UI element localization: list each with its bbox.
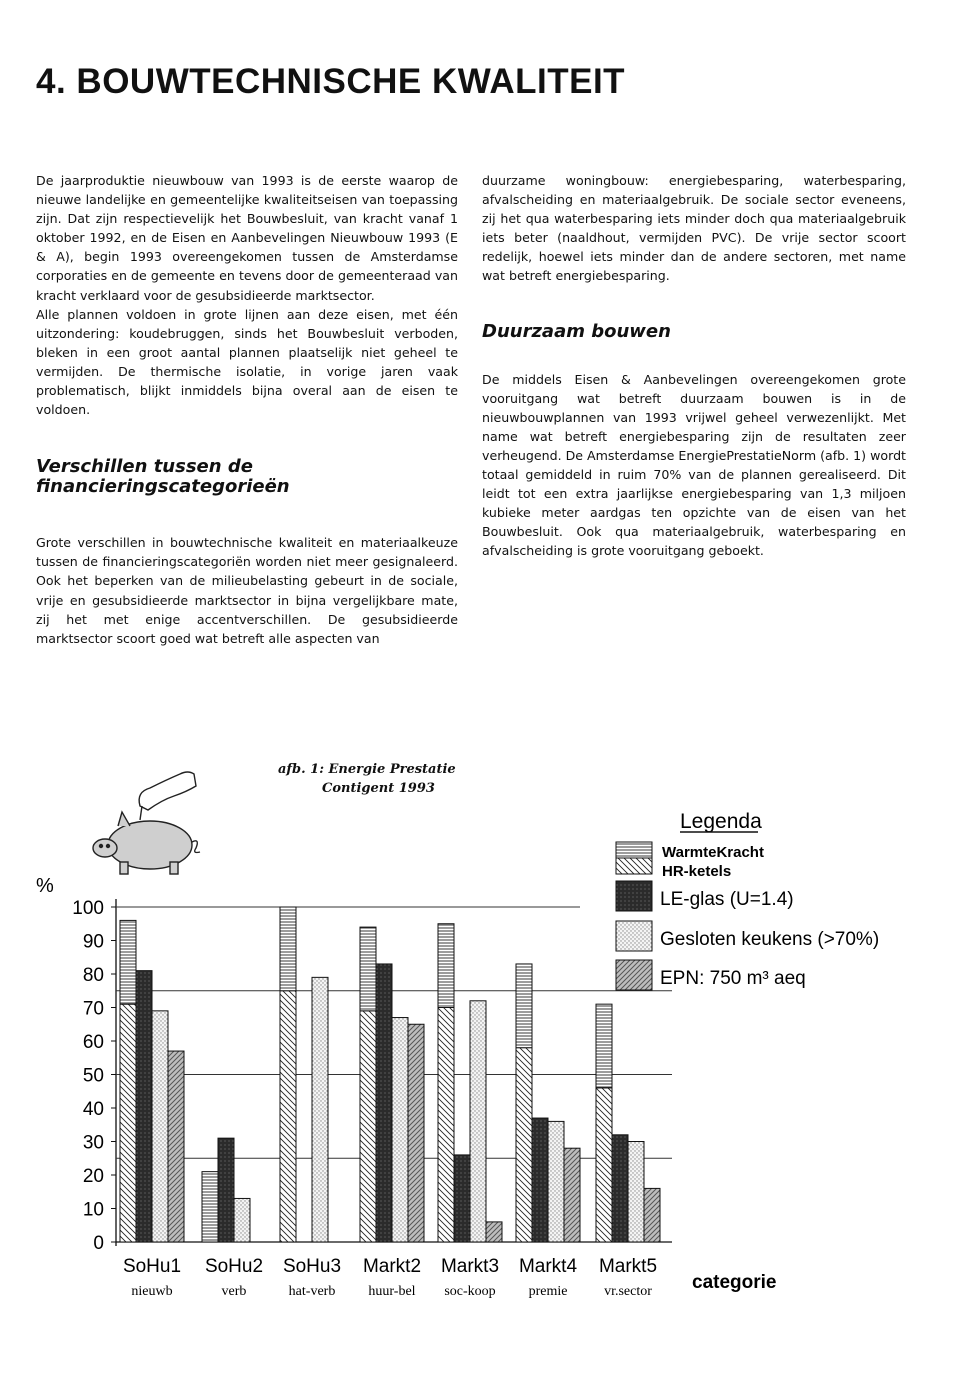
x-axis-label: categorie <box>692 1272 777 1293</box>
x-subcategory-label: soc-koop <box>444 1284 496 1299</box>
left-column <box>36 171 458 648</box>
bar <box>438 924 454 1008</box>
y-tick-label: 0 <box>93 1233 104 1254</box>
bar <box>120 1004 136 1242</box>
caption-line: Contigent 1993 <box>322 781 435 796</box>
bar <box>596 1088 612 1242</box>
caption-line: afb. 1: Energie Prestatie <box>278 762 456 777</box>
bar <box>136 971 152 1242</box>
legend-label: Gesloten keukens (>70%) <box>660 929 880 950</box>
legend-swatch <box>616 858 652 874</box>
x-subcategory-label: vr.sector <box>604 1284 652 1299</box>
legend-title: Legenda <box>680 810 762 833</box>
bar <box>120 920 136 1004</box>
bar <box>548 1121 564 1242</box>
section-heading: Verschillen tussen de financieringscategorieën <box>36 456 290 498</box>
bar <box>516 964 532 1048</box>
bar <box>532 1118 548 1242</box>
bar <box>612 1135 628 1242</box>
section-heading: Duurzaam bouwen <box>482 320 671 342</box>
y-tick-label: 30 <box>82 1132 104 1154</box>
y-tick-label: 50 <box>82 1065 104 1087</box>
y-tick-label: 80 <box>82 965 104 986</box>
x-tick-label: SoHu1 <box>122 1256 182 1277</box>
bar <box>408 1024 424 1242</box>
paragraph: De jaarproduktie nieuwbouw van 1993 is de eerste waarop de nieuwe landelijke en gemeentelijke kwaliteitseisen van toepassing zijn. Dat zijn respectievelijk het Bouwbesluit, van kracht vanaf 1 oktober 1992, en de Eisen en Aanbevelingen Nieuwbouw 1993 (E & A), begin 1993 overeengekomen tussen de Amsterdamse corporaties en de gemeente en tevens door de gemeenteraad van kracht verklaard voor de gesubsidieerde marktsector. <box>36 173 458 303</box>
x-subcategory-label: nieuwb <box>131 1284 173 1299</box>
y-tick-label: 20 <box>82 1166 104 1187</box>
bar <box>280 907 296 991</box>
legend-swatch <box>616 842 652 858</box>
x-tick-label: SoHu2 <box>204 1256 264 1277</box>
bar <box>596 1004 612 1088</box>
legend-swatch <box>616 960 652 990</box>
x-subcategory-label: premie <box>528 1284 568 1299</box>
legend-label: LE-glas (U=1.4) <box>660 889 794 910</box>
x-subcategory-label: verb <box>221 1284 247 1299</box>
x-tick-label: Markt3 <box>440 1256 500 1277</box>
bar <box>628 1142 644 1243</box>
energy-chart <box>0 740 970 1360</box>
bar <box>234 1198 250 1242</box>
y-axis-label: % <box>36 875 54 897</box>
legend-label: HR-ketels <box>662 863 732 880</box>
y-tick-label: 100 <box>72 898 104 919</box>
bar <box>152 1011 168 1242</box>
x-tick-label: Markt4 <box>518 1256 578 1277</box>
bar <box>360 1011 376 1242</box>
y-tick-label: 60 <box>82 1032 104 1053</box>
paragraph: Alle plannen voldoen in grote lijnen aan deze eisen, met één uitzondering: koudebruggen, sinds het Bouwbesluit verboden, bleken in een groot aantal plannen plaatselijk niet geheel te vermijden. De thermische isolatie, in vorige jaren vaak problematisch, blijkt inmiddels bijna overal aan de eisen te voldoen. <box>36 306 458 418</box>
legend-swatch <box>616 881 652 911</box>
bar <box>280 991 296 1242</box>
paragraph: De middels Eisen & Aanbevelingen overeengekomen grote vooruitgang wat betreft duurzaam bouwen is in de nieuwbouwplannen van 1993 vrijwel geheel verwezenlijkt. Met name wat betreft energiebesparing zijn de resultaten zeer verheugend. De Amsterdamse EnergiePrestatieNorm (afb. 1) wordt totaal gemiddeld in ruim 70% van de plannen gerealiseerd. Dit leidt tot een extra jaarlijkse energiebesparing van 1,3 miljoen kubieke meter aardgas ten opzichte van de eisen van het Bouwbesluit. Ook qua materiaalgebruik, waterbesparing en afvalscheiding is grote vooruitgang geboekt. <box>482 371 906 559</box>
bar <box>312 977 328 1242</box>
bar <box>438 1008 454 1243</box>
legend-label: EPN: 750 m³ aeq <box>660 968 806 989</box>
x-subcategory-label: hat-verb <box>288 1284 336 1299</box>
y-tick-label: 10 <box>82 1199 104 1221</box>
legend-label: WarmteKracht <box>662 844 764 861</box>
legend-swatch <box>616 921 652 951</box>
x-subcategory-label: huur-bel <box>368 1284 416 1299</box>
bar <box>202 1172 218 1242</box>
bar <box>564 1148 580 1242</box>
bar <box>168 1051 184 1242</box>
right-column <box>482 171 906 561</box>
bar <box>392 1018 408 1242</box>
y-tick-label: 90 <box>82 931 104 953</box>
bar <box>376 964 392 1242</box>
y-tick-label: 70 <box>82 998 104 1020</box>
x-tick-label: SoHu3 <box>282 1256 342 1277</box>
bar <box>516 1048 532 1242</box>
page-title: 4. BOUWTECHNISCHE KWALITEIT <box>36 62 626 101</box>
bar <box>486 1222 502 1242</box>
bar <box>218 1138 234 1242</box>
paragraph: Grote verschillen in bouwtechnische kwaliteit en materiaalkeuze tussen de financieringscategoriën worden niet meer gesignaleerd. Ook het beperken van de milieubelasting gebeurt in de sociale, vrije en gesubsidieerde marktsector in bijna vergelijkbare mate, zij het met enige accentverschillen. De gesubsidieerde marktsector scoort goed wat betreft alle aspecten van <box>36 535 458 646</box>
y-tick-label: 40 <box>82 1099 104 1120</box>
paragraph: duurzame woningbouw: energiebesparing, waterbesparing, afvalscheiding en materiaalgebruik. De sociale sector eveneens, zij het qua waterbesparing iets minder doch qua materiaalgebruik iets beter (naaldhout, vermijden PVC). De vrije sector scoort redelijk, hoewel iets minder dan de andere sectoren, met name wat betreft energiebesparing. <box>482 173 906 284</box>
bar <box>454 1155 470 1242</box>
piggy-bank-icon <box>93 772 200 874</box>
x-tick-label: Markt5 <box>598 1256 658 1277</box>
bar <box>470 1001 486 1242</box>
x-tick-label: Markt2 <box>362 1256 422 1277</box>
bar <box>644 1188 660 1242</box>
bar <box>360 927 376 1011</box>
